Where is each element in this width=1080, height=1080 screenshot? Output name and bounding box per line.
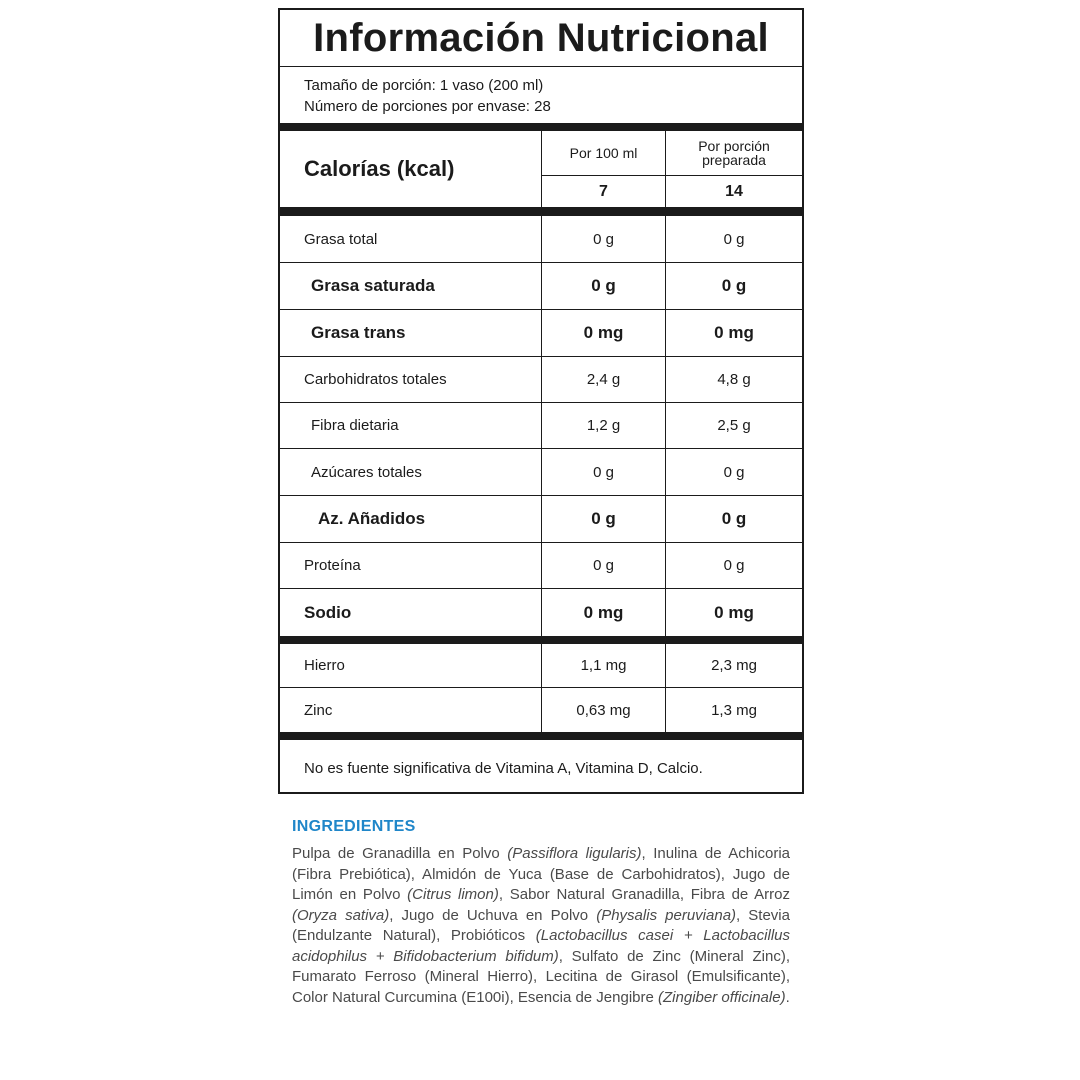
servings-per-container: Número de porciones por envase: 28 (304, 98, 551, 115)
per-100ml-column (542, 131, 666, 207)
value-per-serving: 0 g (721, 509, 747, 528)
value-per-100ml: 1,1 mg (542, 644, 666, 687)
ingredient-scientific-name: (Zingiber officinale) (658, 988, 786, 1006)
value-per-serving: 1,3 mg (711, 701, 757, 719)
calories-label: Calorías (kcal) (280, 131, 542, 207)
calories-per-serving: 14 (725, 182, 743, 200)
ingredients-text (292, 844, 790, 1008)
nutrient-row-azucares (280, 449, 802, 496)
ingredients-section (292, 818, 790, 1008)
nutrient-row-grasa-total (280, 216, 802, 263)
per-serving-header (666, 131, 802, 176)
calories-row (280, 131, 802, 208)
value-per-serving: 0 mg (714, 602, 754, 622)
nutrient-name: Zinc (280, 688, 542, 732)
thick-divider (280, 123, 802, 131)
ingredients-title: INGREDIENTES (292, 818, 416, 835)
nutrient-row-azucares-anadidos (280, 496, 802, 543)
value-per-100ml: 0,63 mg (542, 688, 666, 732)
per-serving-header-line1: Por porción (698, 138, 770, 154)
value-per-100ml: 0 g (542, 449, 666, 495)
value-per-100ml: 0 g (542, 216, 666, 262)
label-footnote: No es fuente significativa de Vitamina A, Vitamina D, Calcio. (304, 759, 703, 777)
ingredient-text-segment: , Sabor Natural Granadilla, Fibra de Arroz (498, 886, 790, 903)
ingredient-text-segment: . (785, 988, 790, 1006)
nutrient-name: Sodio (280, 589, 542, 636)
ingredient-text-segment: , Inulina de Achicoria (Fibra Prebiótica), Almidón de Yuca (Base de Carbohidratos), Jugo de Limón en Polvo (292, 845, 790, 903)
nutrition-facts-label (278, 8, 804, 794)
value-per-100ml: 1,2 g (542, 403, 666, 448)
value-per-serving: 0 g (721, 276, 747, 295)
calories-per-100ml: 7 (599, 182, 608, 200)
nutrient-name: Grasa total (280, 216, 542, 262)
thick-divider (280, 208, 802, 216)
value-per-serving: 0 g (723, 463, 745, 481)
nutrient-row-hierro (280, 644, 802, 688)
ingredient-scientific-name: (Lactobacillus casei + Lactobacillus acidophilus + Bifidobacterium bifidum) (292, 927, 790, 965)
per-serving-header-line2: preparada (702, 152, 766, 168)
thick-divider (280, 732, 802, 740)
nutrient-name: Proteína (280, 543, 542, 588)
nutrient-name: Carbohidratos totales (280, 357, 542, 402)
value-per-100ml: 0 g (542, 496, 666, 542)
nutrient-row-zinc (280, 688, 802, 732)
per-serving-column (666, 131, 802, 207)
nutrient-rows-main (280, 216, 802, 636)
ingredient-scientific-name: (Physalis peruviana) (596, 906, 737, 924)
value-per-100ml: 0 g (542, 263, 666, 309)
ingredient-text-segment: Pulpa de Granadilla en Polvo (292, 845, 508, 862)
value-per-serving: 0 mg (714, 323, 754, 342)
value-per-100ml: 2,4 g (542, 357, 666, 402)
nutrient-row-grasa-saturada (280, 263, 802, 310)
serving-size: Tamaño de porción: 1 vaso (200 ml) (304, 77, 544, 94)
nutrient-name: Azúcares totales (280, 449, 542, 495)
nutrient-name: Hierro (280, 644, 542, 687)
thick-divider (280, 636, 802, 644)
ingredient-text-segment: , Sulfato de Zinc (Mineral Zinc), Fumarato Ferroso (Mineral Hierro), Lecitina de Girasol (Emulsificante), Color Natural Curcumina (E100i), Esencia de Jengibre (292, 947, 790, 1006)
nutrient-row-fibra (280, 403, 802, 449)
nutrient-row-grasa-trans (280, 310, 802, 357)
nutrient-row-proteina (280, 543, 802, 589)
ingredient-scientific-name: (Passiflora ligularis) (507, 845, 642, 862)
ingredient-text-segment: , Stevia (Endulzante Natural), Probióticos (292, 906, 790, 944)
value-per-100ml: 0 mg (542, 310, 666, 356)
nutrient-name: Az. Añadidos (280, 496, 542, 542)
value-per-serving: 0 g (723, 557, 745, 574)
per-100ml-header: Por 100 ml (542, 131, 665, 176)
nutrient-row-carbohidratos (280, 357, 802, 403)
value-per-100ml: 0 g (542, 543, 666, 588)
mineral-rows (280, 644, 802, 732)
value-per-100ml: 0 mg (542, 589, 666, 636)
nutrient-name: Grasa trans (280, 310, 542, 356)
ingredient-scientific-name: (Oryza sativa) (292, 906, 390, 924)
serving-info (280, 67, 802, 123)
value-per-serving: 2,5 g (717, 417, 751, 434)
ingredient-text-segment: , Jugo de Uchuva en Polvo (389, 906, 597, 924)
value-per-serving: 4,8 g (717, 371, 751, 388)
nutrient-name: Grasa saturada (280, 263, 542, 309)
value-per-serving: 2,3 mg (711, 657, 757, 674)
value-per-serving: 0 g (723, 230, 745, 248)
nutrient-row-sodio (280, 589, 802, 636)
ingredient-scientific-name: (Citrus limon) (407, 886, 499, 903)
label-title: Información Nutricional (280, 10, 802, 67)
nutrient-name: Fibra dietaria (280, 403, 542, 448)
